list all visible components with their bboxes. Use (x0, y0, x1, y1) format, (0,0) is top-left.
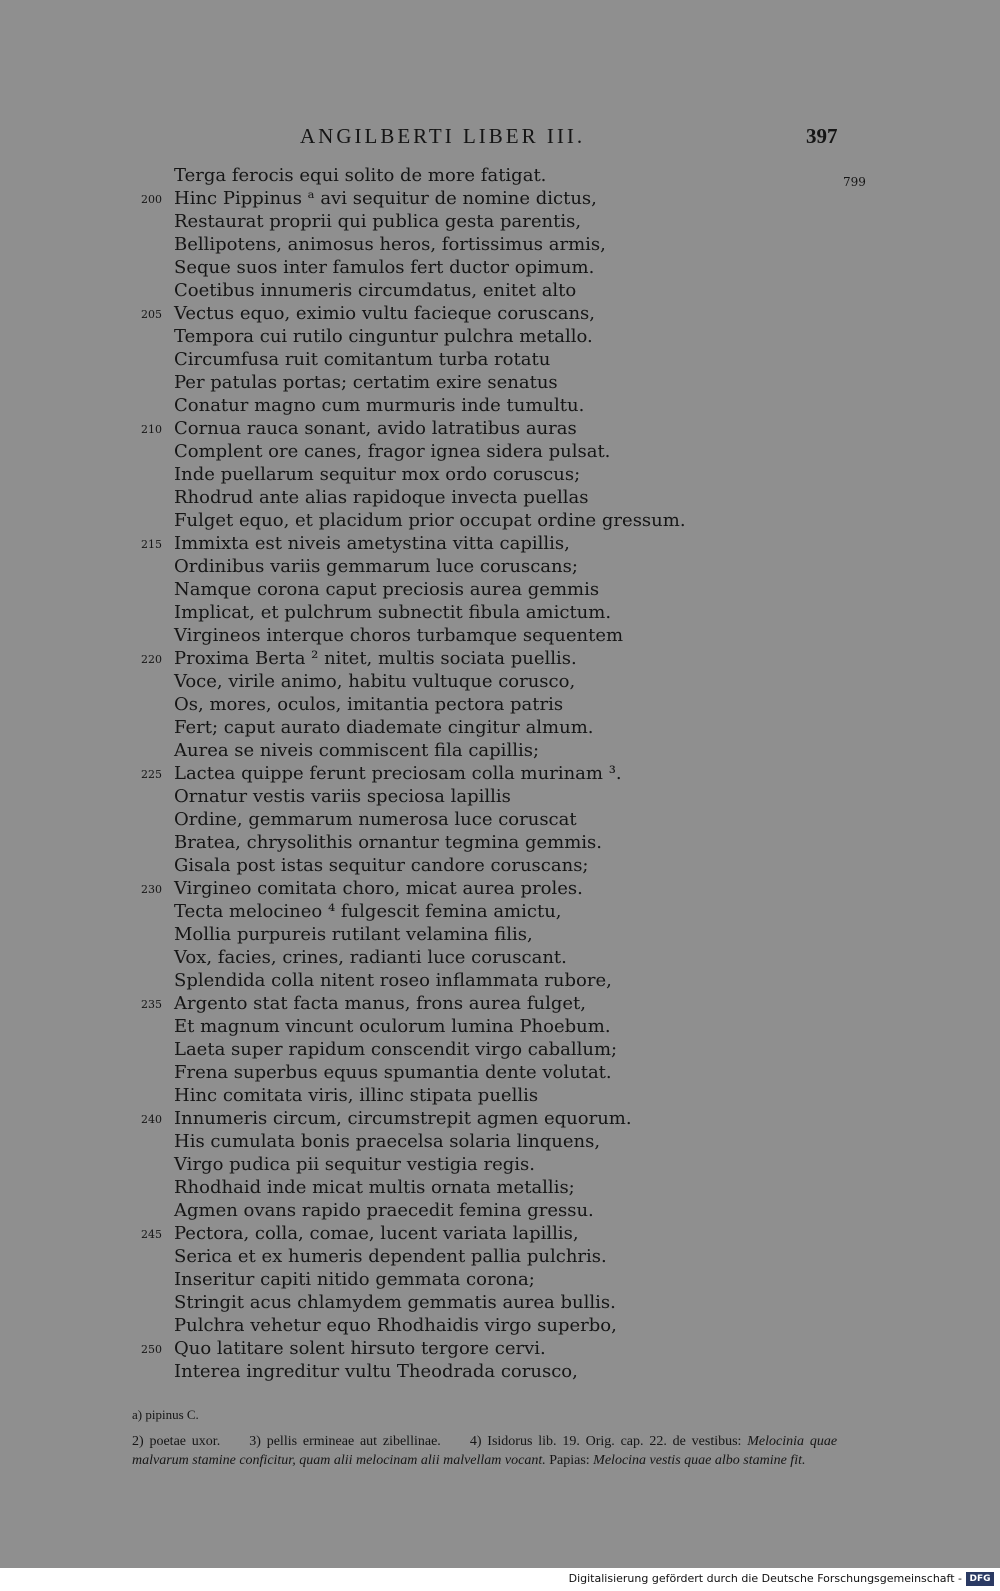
verse-line (132, 555, 832, 578)
verse-line (132, 739, 832, 762)
verse-line (132, 1199, 832, 1222)
verse-line (132, 1314, 832, 1337)
verse-text: Inseritur capiti nitido gemmata corona; (174, 1269, 535, 1290)
verse-line (132, 532, 832, 555)
verse-text: Fert; caput aurato diademate cingitur almum. (174, 717, 594, 738)
verse-text: Virgineos interque choros turbamque sequentem (174, 625, 624, 646)
verse-line (132, 1130, 832, 1153)
verse-line (132, 164, 832, 187)
verse-line (132, 1268, 832, 1291)
verse-line (132, 578, 832, 601)
verse-text: Agmen ovans rapido praecedit femina gressu. (174, 1200, 594, 1221)
verse-line (132, 624, 832, 647)
line-number: 205 (141, 308, 162, 321)
verse-line (132, 1084, 832, 1107)
verse-line (132, 463, 832, 486)
footnote-4-quote-2: Melocina vestis quae albo stamine fit. (593, 1453, 806, 1468)
line-number: 250 (141, 1343, 162, 1356)
verse-text: Vectus equo, eximio vultu facieque coruscans, (174, 303, 596, 324)
verse-text: Splendida colla nitent roseo inflammata rubore, (174, 970, 612, 991)
verse-text: Restaurat proprii qui publica gesta parentis, (174, 211, 582, 232)
verse-line (132, 900, 832, 923)
verse-text: Rhodhaid inde micat multis ornata metallis; (174, 1177, 575, 1198)
verse-line (132, 923, 832, 946)
verse-line (132, 1107, 832, 1130)
footnote-3: 3) pellis ermineae aut zibellinae. (249, 1434, 441, 1449)
verse-line (132, 1015, 832, 1038)
verse-text: Conatur magno cum murmuris inde tumultu. (174, 395, 585, 416)
verse-text: Mollia purpureis rutilant velamina filis, (174, 924, 533, 945)
verse-text: Bellipotens, animosus heros, fortissimus armis, (174, 234, 606, 255)
verse-line (132, 1337, 832, 1360)
verse-text: Fulget equo, et placidum prior occupat ordine gressum. (174, 510, 686, 531)
verse-line (132, 1222, 832, 1245)
verse-text: His cumulata bonis praecelsa solaria linquens, (174, 1131, 601, 1152)
verse-line (132, 233, 832, 256)
line-number: 230 (141, 883, 162, 896)
line-number: 245 (141, 1228, 162, 1241)
verse-block (132, 164, 832, 1383)
verse-text: Rhodrud ante alias rapidoque invecta puellas (174, 487, 589, 508)
verse-text: Pulchra vehetur equo Rhodhaidis virgo superbo, (174, 1315, 617, 1336)
verse-text: Frena superbus equus spumantia dente volutat. (174, 1062, 612, 1083)
verse-line (132, 785, 832, 808)
verse-text: Interea ingreditur vultu Theodrada corusco, (174, 1361, 578, 1382)
verse-line (132, 279, 832, 302)
verse-text: Gisala post istas sequitur candore coruscans; (174, 855, 589, 876)
line-number: 200 (141, 193, 162, 206)
verse-line (132, 440, 832, 463)
verse-text: Innumeris circum, circumstrepit agmen equorum. (174, 1108, 632, 1129)
verse-line (132, 877, 832, 900)
verse-text: Lactea quippe ferunt preciosam colla murinam ³. (174, 763, 622, 784)
verse-text: Circumfusa ruit comitantum turba rotatu (174, 349, 551, 370)
verse-line (132, 716, 832, 739)
running-title: ANGILBERTI LIBER III. (300, 124, 586, 148)
verse-line (132, 946, 832, 969)
verse-text: Hinc Pippinus ᵃ avi sequitur de nomine dictus, (174, 188, 597, 209)
verse-text: Coetibus innumeris circumdatus, enitet alto (174, 280, 577, 301)
verse-line (132, 1291, 832, 1314)
verse-text: Seque suos inter famulos fert ductor opimum. (174, 257, 595, 278)
verse-text: Voce, virile animo, habitu vultuque corusco, (174, 671, 576, 692)
line-number: 240 (141, 1113, 162, 1126)
verse-text: Tempora cui rutilo cinguntur pulchra metallo. (174, 326, 593, 347)
verse-line (132, 1176, 832, 1199)
verse-text: Ordinibus variis gemmarum luce coruscans; (174, 556, 578, 577)
footnote-4-source: Papias: (549, 1453, 590, 1468)
verse-line (132, 486, 832, 509)
verse-line (132, 302, 832, 325)
footnotes (132, 1405, 837, 1470)
verse-text: Hinc comitata viris, illinc stipata puellis (174, 1085, 539, 1106)
verse-line (132, 509, 832, 532)
footnote-numbered (132, 1432, 837, 1470)
verse-line (132, 417, 832, 440)
verse-line (132, 831, 832, 854)
verse-line (132, 992, 832, 1015)
verse-line (132, 670, 832, 693)
verse-line (132, 1061, 832, 1084)
margin-year: 799 (843, 175, 866, 189)
footnote-4-quote: Melocinia quae malvarum stamine conficitur, quam alii melocinam alii malvellam vocant. (132, 1434, 838, 1468)
verse-line (132, 808, 832, 831)
verse-text: Proxima Berta ² nitet, multis sociata puellis. (174, 648, 577, 669)
line-number: 225 (141, 768, 162, 781)
verse-text: Aurea se niveis commiscent fila capillis; (174, 740, 540, 761)
verse-text: Vox, facies, crines, radianti luce coruscant. (174, 947, 567, 968)
verse-text: Pectora, colla, comae, lucent variata lapillis, (174, 1223, 579, 1244)
verse-text: Complent ore canes, fragor ignea sidera pulsat. (174, 441, 611, 462)
verse-line (132, 348, 832, 371)
line-number: 215 (141, 538, 162, 551)
verse-line (132, 1038, 832, 1061)
verse-line (132, 762, 832, 785)
verse-line (132, 854, 832, 877)
verse-text: Stringit acus chlamydem gemmatis aurea bullis. (174, 1292, 616, 1313)
verse-text: Ordine, gemmarum numerosa luce coruscat (174, 809, 577, 830)
page-number: 397 (806, 124, 838, 148)
verse-line (132, 969, 832, 992)
verse-line (132, 187, 832, 210)
verse-text: Implicat, et pulchrum subnectit fibula amictum. (174, 602, 612, 623)
verse-text: Virgineo comitata choro, micat aurea proles. (174, 878, 583, 899)
verse-line (132, 1245, 832, 1268)
verse-line (132, 647, 832, 670)
footnote-4-intro: 4) Isidorus lib. 19. Orig. cap. 22. de vestibus: (469, 1434, 742, 1449)
verse-text: Cornua rauca sonant, avido latratibus auras (174, 418, 577, 439)
verse-text: Terga ferocis equi solito de more fatigat. (174, 165, 547, 186)
verse-line (132, 325, 832, 348)
verse-line (132, 1360, 832, 1383)
verse-line (132, 693, 832, 716)
verse-text: Bratea, chrysolithis ornantur tegmina gemmis. (174, 832, 603, 853)
verse-text: Inde puellarum sequitur mox ordo coruscus; (174, 464, 581, 485)
verse-text: Quo latitare solent hirsuto tergore cervi. (174, 1338, 546, 1359)
verse-text: Tecta melocineo ⁴ fulgescit femina amictu, (174, 901, 562, 922)
verse-line (132, 394, 832, 417)
verse-text: Serica et ex humeris dependent pallia pulchris. (174, 1246, 607, 1267)
verse-text: Virgo pudica pii sequitur vestigia regis. (174, 1154, 536, 1175)
dfg-logo-icon: DFG (966, 1572, 994, 1586)
verse-text: Argento stat facta manus, frons aurea fulget, (174, 993, 586, 1014)
line-number: 235 (141, 998, 162, 1011)
funding-credit: Digitalisierung gefördert durch die Deutsche Forschungsgemeinschaft - (568, 1572, 962, 1585)
line-number: 210 (141, 423, 162, 436)
verse-text: Laeta super rapidum conscendit virgo caballum; (174, 1039, 618, 1060)
verse-text: Os, mores, oculos, imitantia pectora patris (174, 694, 564, 715)
footnote-2: 2) poetae uxor. (132, 1434, 221, 1449)
verse-text: Et magnum vincunt oculorum lumina Phoebum. (174, 1016, 611, 1037)
verse-line (132, 210, 832, 233)
verse-line (132, 371, 832, 394)
verse-text: Ornatur vestis variis speciosa lapillis (174, 786, 511, 807)
verse-line (132, 256, 832, 279)
verse-text: Namque corona caput preciosis aurea gemmis (174, 579, 600, 600)
verse-text: Per patulas portas; certatim exire senatus (174, 372, 558, 393)
verse-line (132, 1153, 832, 1176)
verse-text: Immixta est niveis ametystina vitta capillis, (174, 533, 570, 554)
footnote-a: a) pipinus C. (132, 1407, 199, 1422)
line-number: 220 (141, 653, 162, 666)
credit-bar (0, 1568, 1000, 1591)
verse-line (132, 601, 832, 624)
